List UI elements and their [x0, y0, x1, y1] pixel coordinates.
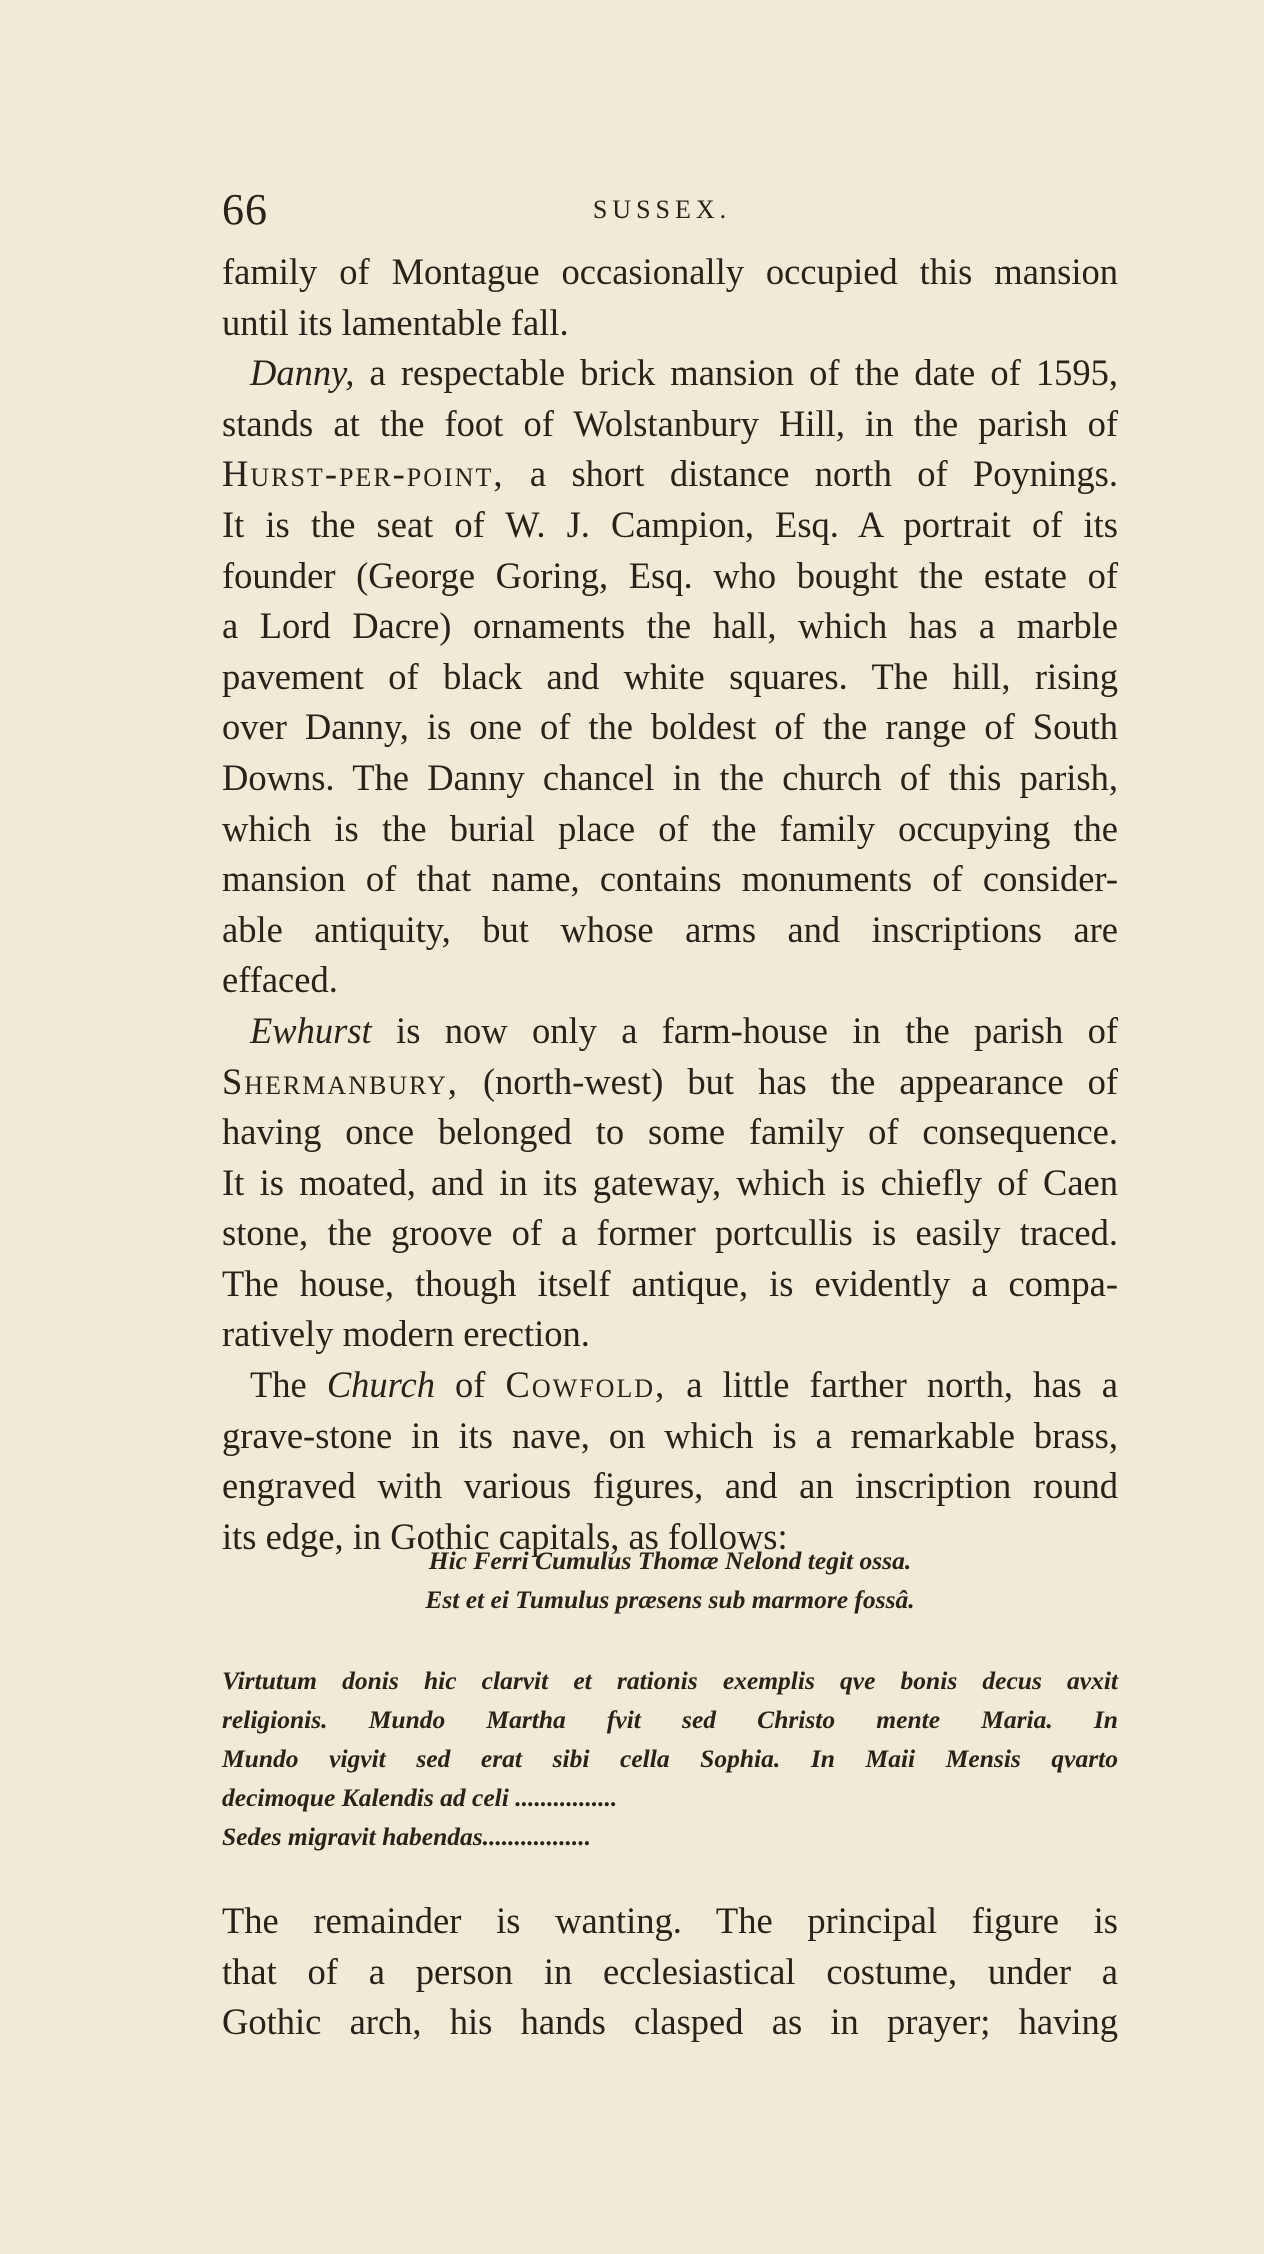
text-line: Gothic arch, his hands clasped as in prayer; having — [222, 2001, 1118, 2043]
inscription-line: religionis. Mundo Martha fvit sed Christo mente Maria. In — [222, 1705, 1118, 1734]
church-word: Church — [326, 1364, 435, 1406]
running-title: SUSSEX. — [592, 195, 732, 224]
text-line: its edge, in Gothic capitals, as follows: — [222, 1515, 788, 1557]
text-line — [222, 1360, 1118, 1411]
text-line: The remainder is wanting. The principal figure is — [222, 1900, 1118, 1941]
text-line: stands at the foot of Wolstanbury Hill, in the parish of — [222, 402, 1118, 444]
text-line: family of Montague occasionally occupied this mansion — [222, 251, 1118, 292]
text-run: of — [434, 1364, 506, 1406]
text-run: a short distance north of Poynings. — [504, 453, 1118, 495]
text-run: is now only a farm-house in the parish of — [371, 1009, 1118, 1051]
text-line — [222, 449, 1118, 500]
text-line — [222, 1006, 1118, 1057]
text-line: pavement of black and white squares. The hill, rising — [222, 655, 1118, 697]
text-run: (north-west) but has the appearance of — [458, 1060, 1118, 1102]
text-line: grave-stone in its nave, on which is a remarkable brass, — [222, 1414, 1118, 1456]
inscription-line: decimoque Kalendis ad celi ................ — [222, 1783, 618, 1812]
text-line: which is the burial place of the family occupying the — [222, 807, 1118, 849]
page-header — [222, 180, 1102, 240]
text-line: ratively modern erection. — [222, 1313, 590, 1355]
text-line: engraved with various figures, and an inscription round — [222, 1465, 1118, 1507]
inscription-line: Hic Ferri Cumulus Thomæ Nelond tegit ossa. — [428, 1546, 912, 1575]
text-line: It is the seat of W. J. Campion, Esq. A portrait of its — [222, 503, 1118, 545]
text-line: founder (George Goring, Esq. who bought the estate of — [222, 554, 1118, 596]
parish-name-hurst: Hurst-per-point, — [222, 453, 505, 495]
text-line: a Lord Dacre) ornaments the hall, which has a marble — [222, 605, 1118, 647]
text-line: stone, the groove of a former portcullis is easily traced. — [222, 1212, 1118, 1254]
inscription-line: Virtutum donis hic clarvit et rationis exemplis qve bonis decus avxit — [222, 1666, 1118, 1695]
text-run: a little farther north, has a — [666, 1364, 1119, 1406]
place-name-danny: Danny, — [250, 352, 355, 394]
text-line: It is moated, and in its gateway, which is chiefly of Caen — [222, 1161, 1118, 1203]
text-line — [222, 1057, 1118, 1108]
text-run: The — [250, 1364, 327, 1406]
text-line: The house, though itself antique, is evidently a compa- — [222, 1262, 1118, 1304]
latin-inscription — [222, 1541, 1118, 1856]
text-line: able antiquity, but whose arms and inscriptions are — [222, 908, 1118, 950]
closing-text — [222, 1896, 1118, 2048]
page-number: 66 — [222, 185, 268, 234]
text-line: effaced. — [222, 959, 338, 1001]
text-line: until its lamentable fall. — [222, 301, 569, 343]
text-line: that of a person in ecclesiastical costume, under a — [222, 1950, 1118, 1992]
inscription-line: Mundo vigvit sed erat sibi cella Sophia. In Maii Mensis qvarto — [222, 1744, 1118, 1773]
text-line: having once belonged to some family of consequence. — [222, 1111, 1118, 1153]
text-line: over Danny, is one of the boldest of the range of South — [222, 706, 1118, 748]
text-line: Downs. The Danny chancel in the church of this parish, — [222, 756, 1118, 798]
text-line — [222, 348, 1118, 399]
parish-name-cowfold: Cowfold, — [505, 1364, 667, 1406]
parish-name-shermanbury: Shermanbury, — [222, 1060, 459, 1102]
place-name-ewhurst: Ewhurst — [250, 1009, 372, 1051]
text-line: mansion of that name, contains monuments of consider- — [222, 858, 1118, 900]
inscription-line: Est et ei Tumulus præsens sub marmore fossâ. — [425, 1585, 915, 1614]
body-text — [222, 247, 1118, 1562]
inscription-line: Sedes migravit habendas................. — [222, 1822, 592, 1851]
text-run: a respectable brick mansion of the date of 1595, — [354, 352, 1118, 394]
